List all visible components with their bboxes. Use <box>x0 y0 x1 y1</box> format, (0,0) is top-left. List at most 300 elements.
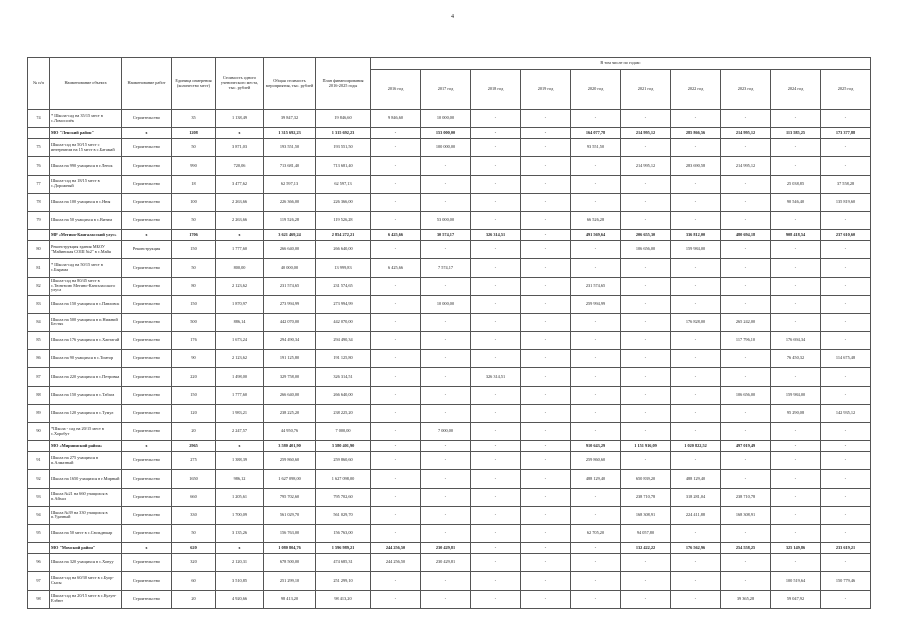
cell-2018: - <box>471 110 521 128</box>
cell-no: 93 <box>28 488 50 506</box>
cell-2021: - <box>621 193 671 211</box>
cell-2020: - <box>571 175 621 193</box>
cell-2019: - <box>521 128 571 139</box>
cell-2023: - <box>721 110 771 128</box>
cell-2025: 173 377,88 <box>821 128 871 139</box>
cell-name: Школа на 275 учащихся в п.Алмазный <box>50 452 122 470</box>
cell-name: Школа №21 на 660 учащихся в п.Айхал <box>50 488 122 506</box>
cell-2025: - <box>821 386 871 404</box>
cell-2019: - <box>521 554 571 572</box>
cell-name: Школа-сад на 20/15 мест в с.Кулун-Елбют <box>50 590 122 608</box>
cell-2022: 283 690,58 <box>671 157 721 175</box>
cell-2019: - <box>521 350 571 368</box>
cell-2020: 491 569,64 <box>571 230 621 241</box>
cell-2022: 285 866,56 <box>671 128 721 139</box>
cell-name: Школа на 500 учащихся в п.Нижний Бестях <box>50 313 122 331</box>
cell-total: 193 551,50 <box>264 139 316 157</box>
cell-total: 191 125,80 <box>264 350 316 368</box>
cell-2018: - <box>471 386 521 404</box>
cell-name: МО "Ленский район" <box>50 128 122 139</box>
cell-cost-per-place: 800,00 <box>216 259 264 277</box>
cell-2025: - <box>821 452 871 470</box>
cell-2024: - <box>771 241 821 259</box>
cell-2023: - <box>721 524 771 542</box>
cell-2022: - <box>671 590 721 608</box>
cell-2021: 94 057,80 <box>621 524 671 542</box>
cell-2019: - <box>521 193 571 211</box>
cell-2016: - <box>371 277 421 295</box>
table-row <box>28 423 871 441</box>
table-row <box>28 488 871 506</box>
cell-cost-per-place: 886,14 <box>216 313 264 331</box>
cell-total: 40 000,00 <box>264 259 316 277</box>
cell-work: Строительство <box>122 110 172 128</box>
table-row <box>28 572 871 590</box>
table-row <box>28 350 871 368</box>
table-row <box>28 452 871 470</box>
cell-unit: 90 <box>172 350 216 368</box>
cell-2017: - <box>421 441 471 452</box>
cell-2016: - <box>371 211 421 229</box>
cell-unit: 35 <box>172 110 216 128</box>
cell-2020: - <box>571 506 621 524</box>
cell-cost-per-place: 2 120,31 <box>216 554 264 572</box>
cell-cost-per-place: 986,12 <box>216 470 264 488</box>
financing-table <box>27 57 871 609</box>
cell-2016: 9 846,60 <box>371 110 421 128</box>
cell-name: Школа-сад на 50/15 мест с интернатом на 15 мест в с.Батамай <box>50 139 122 157</box>
cell-2021: 168 308,91 <box>621 506 671 524</box>
cell-total: 44 950,76 <box>264 423 316 441</box>
cell-work: Строительство <box>122 157 172 175</box>
cell-2017: - <box>421 313 471 331</box>
cell-2017: - <box>421 241 471 259</box>
cell-2019: - <box>521 259 571 277</box>
cell-unit: 20 <box>172 590 216 608</box>
cell-total: 1 080 804,76 <box>264 543 316 554</box>
cell-plan: 98 413,20 <box>316 590 371 608</box>
cell-2018: - <box>471 313 521 331</box>
cell-work: x <box>122 128 172 139</box>
cell-2021: - <box>621 404 671 422</box>
cell-2022: 318 281,04 <box>671 488 721 506</box>
cell-2016: - <box>371 241 421 259</box>
cell-no: 97 <box>28 572 50 590</box>
cell-total: 98 413,20 <box>264 590 316 608</box>
cell-no: 90 <box>28 423 50 441</box>
cell-2019: - <box>521 313 571 331</box>
cell-2020: - <box>571 554 621 572</box>
cell-2019: - <box>521 452 571 470</box>
cell-2016: - <box>371 193 421 211</box>
cell-2021: 106 656,00 <box>621 241 671 259</box>
cell-2017: - <box>421 368 471 386</box>
cell-2020: - <box>571 259 621 277</box>
cell-no: 98 <box>28 590 50 608</box>
cell-cost-per-place: 1 205,61 <box>216 488 264 506</box>
cell-unit: 80 <box>172 277 216 295</box>
table-row <box>28 470 871 488</box>
cell-2019: - <box>521 230 571 241</box>
table-row <box>28 386 871 404</box>
cell-2017: - <box>421 193 471 211</box>
cell-2025: - <box>821 241 871 259</box>
cell-2021: 238 710,78 <box>621 488 671 506</box>
cell-2024: - <box>771 423 821 441</box>
cell-plan: 713 681,40 <box>316 157 371 175</box>
cell-2025: - <box>821 423 871 441</box>
cell-2024: 325 149,86 <box>771 543 821 554</box>
cell-unit: 2965 <box>172 441 216 452</box>
cell-name: Школа на 100 учащихся в с.Нюя <box>50 193 122 211</box>
cell-cost-per-place: 3 510,85 <box>216 572 264 590</box>
cell-cost-per-place: x <box>216 543 264 554</box>
cell-plan: 119 526,28 <box>316 211 371 229</box>
cell-2024: - <box>771 211 821 229</box>
cell-2024: - <box>771 295 821 313</box>
cell-total: 795 702,60 <box>264 488 316 506</box>
cell-2024: - <box>771 313 821 331</box>
cell-2018: - <box>471 175 521 193</box>
cell-total: 266 640,00 <box>264 386 316 404</box>
cell-work: Строительство <box>122 193 172 211</box>
cell-total: 156 763,00 <box>264 524 316 542</box>
cell-work: Строительство <box>122 368 172 386</box>
cell-total: 39 847,32 <box>264 110 316 128</box>
cell-unit: 620 <box>172 543 216 554</box>
cell-work: Строительство <box>122 572 172 590</box>
cell-2024: 90 546,40 <box>771 193 821 211</box>
cell-2022: 224 411,88 <box>671 506 721 524</box>
cell-2017: - <box>421 277 471 295</box>
cell-2019: - <box>521 211 571 229</box>
cell-2025: - <box>821 259 871 277</box>
cell-cost-per-place: 1 777,60 <box>216 386 264 404</box>
cell-2021: 132 422,22 <box>621 543 671 554</box>
cell-cost-per-place: 1 983,21 <box>216 404 264 422</box>
cell-no: 82 <box>28 277 50 295</box>
cell-2016: - <box>371 175 421 193</box>
cell-name: МО "Момский район" <box>50 543 122 554</box>
cell-2020: - <box>571 572 621 590</box>
cell-cost-per-place: 720,06 <box>216 157 264 175</box>
cell-total: 678 500,00 <box>264 554 316 572</box>
cell-cost-per-place: 3 871,03 <box>216 139 264 157</box>
cell-2018: - <box>471 259 521 277</box>
cell-2019: - <box>521 386 571 404</box>
cell-2024: - <box>771 524 821 542</box>
group-row <box>28 128 871 139</box>
cell-2023: 214 995,12 <box>721 157 771 175</box>
cell-2023: - <box>721 452 771 470</box>
cell-2020: 66 526,28 <box>571 211 621 229</box>
cell-name: Школа на 320 учащихся в с.Хонуу <box>50 554 122 572</box>
cell-work: Строительство <box>122 404 172 422</box>
cell-2024: - <box>771 259 821 277</box>
cell-no: 85 <box>28 332 50 350</box>
cell-total: 259 860,60 <box>264 452 316 470</box>
cell-total: 713 681,40 <box>264 157 316 175</box>
cell-2020: - <box>571 386 621 404</box>
cell-2022: - <box>671 211 721 229</box>
header-year: 2025 год <box>821 70 871 110</box>
cell-2016: - <box>371 313 421 331</box>
cell-2023: - <box>721 259 771 277</box>
cell-work: Строительство <box>122 332 172 350</box>
cell-2019: - <box>521 110 571 128</box>
cell-work: Строительство <box>122 211 172 229</box>
table-row <box>28 368 871 386</box>
cell-total: 1 627 098,00 <box>264 470 316 488</box>
cell-2019: - <box>521 295 571 313</box>
cell-plan: 231 574,65 <box>316 277 371 295</box>
cell-2023: - <box>721 572 771 590</box>
cell-plan: 7 000,00 <box>316 423 371 441</box>
header-year: 2023 год <box>721 70 771 110</box>
table-row <box>28 110 871 128</box>
cell-no: 79 <box>28 211 50 229</box>
cell-plan: 1 627 098,00 <box>316 470 371 488</box>
cell-2025: 142 935,12 <box>821 404 871 422</box>
cell-2024: - <box>771 441 821 452</box>
cell-2024: - <box>771 506 821 524</box>
cell-cost-per-place: 3 477,62 <box>216 175 264 193</box>
cell-2018: - <box>471 543 521 554</box>
table-row <box>28 241 871 259</box>
cell-plan: 266 640,00 <box>316 386 371 404</box>
cell-total: 442 070,00 <box>264 313 316 331</box>
cell-2025: - <box>821 277 871 295</box>
cell-2022: - <box>671 332 721 350</box>
cell-no: 77 <box>28 175 50 193</box>
cell-name: Школа №39 на 330 учащихся в п.Удачный <box>50 506 122 524</box>
cell-2016: - <box>371 524 421 542</box>
cell-2021: - <box>621 423 671 441</box>
cell-name: Школа на 150 учащихся в с.Павловск <box>50 295 122 313</box>
cell-total: 1 315 692,23 <box>264 128 316 139</box>
cell-2016: - <box>371 572 421 590</box>
cell-cost-per-place: 1 870,97 <box>216 295 264 313</box>
cell-2025: 233 619,21 <box>821 543 871 554</box>
cell-total: 3 621 469,24 <box>264 230 316 241</box>
cell-2020: - <box>571 157 621 175</box>
cell-2021: 206 655,30 <box>621 230 671 241</box>
cell-total: 561 029,70 <box>264 506 316 524</box>
cell-2016: 244 256,50 <box>371 543 421 554</box>
cell-2024: 25 038,85 <box>771 175 821 193</box>
header-year: 2022 год <box>671 70 721 110</box>
cell-2017: - <box>421 404 471 422</box>
cell-2021: 650 839,20 <box>621 470 671 488</box>
cell-plan: 19 846,60 <box>316 110 371 128</box>
cell-2025: - <box>821 295 871 313</box>
cell-name: *Школа - сад на 20/15 мест в с.Хоробут <box>50 423 122 441</box>
cell-no <box>28 230 50 241</box>
cell-2020: 62 705,20 <box>571 524 621 542</box>
cell-2024: 100 519,64 <box>771 572 821 590</box>
cell-plan: 251 299,10 <box>316 572 371 590</box>
table-row <box>28 524 871 542</box>
table-row <box>28 193 871 211</box>
cell-2016: - <box>371 452 421 470</box>
cell-total: 251 299,10 <box>264 572 316 590</box>
cell-2022: - <box>671 386 721 404</box>
cell-2018: - <box>471 441 521 452</box>
cell-2024: - <box>771 452 821 470</box>
cell-2023: 39 365,28 <box>721 590 771 608</box>
cell-2019: - <box>521 543 571 554</box>
cell-2016: 6 425,66 <box>371 259 421 277</box>
cell-total: 231 574,65 <box>264 277 316 295</box>
cell-2025: 237 610,60 <box>821 230 871 241</box>
cell-2017: 230 429,81 <box>421 554 471 572</box>
cell-2019: - <box>521 404 571 422</box>
table-row <box>28 332 871 350</box>
cell-2019: - <box>521 441 571 452</box>
cell-2017: - <box>421 452 471 470</box>
cell-2021: - <box>621 572 671 590</box>
cell-2022: - <box>671 524 721 542</box>
cell-2016: - <box>371 350 421 368</box>
cell-2018: - <box>471 350 521 368</box>
cell-cost-per-place: x <box>216 230 264 241</box>
cell-2024: 76 450,32 <box>771 350 821 368</box>
table-row <box>28 313 871 331</box>
cell-2016: - <box>371 139 421 157</box>
cell-2025: 114 675,48 <box>821 350 871 368</box>
cell-2025: - <box>821 368 871 386</box>
cell-plan: 193 551,50 <box>316 139 371 157</box>
cell-2020: - <box>571 313 621 331</box>
cell-plan: 3 580 401,90 <box>316 441 371 452</box>
header-year: 2020 год <box>571 70 621 110</box>
cell-work: Строительство <box>122 423 172 441</box>
cell-unit: 150 <box>172 241 216 259</box>
cell-plan: 226 366,00 <box>316 193 371 211</box>
cell-2022: - <box>671 259 721 277</box>
cell-unit: 1706 <box>172 230 216 241</box>
cell-2017: - <box>421 175 471 193</box>
header-plan: План финансирования 2016-2025 годы <box>316 58 371 110</box>
cell-2019: - <box>521 277 571 295</box>
cell-no <box>28 128 50 139</box>
header-year: 2017 год <box>421 70 471 110</box>
cell-2024: 176 694,34 <box>771 332 821 350</box>
cell-unit: 275 <box>172 452 216 470</box>
cell-work: Строительство <box>122 350 172 368</box>
header-unit: Единица измерения (количество мест) <box>172 58 216 110</box>
cell-total: 329 758,00 <box>264 368 316 386</box>
cell-2020: - <box>571 332 621 350</box>
header-name: Наименование объекта <box>50 58 122 110</box>
cell-unit: 1650 <box>172 470 216 488</box>
cell-2020: - <box>571 241 621 259</box>
cell-2017: 10 000,00 <box>421 295 471 313</box>
cell-unit: 50 <box>172 139 216 157</box>
cell-2020: - <box>571 193 621 211</box>
cell-2020: 259 860,60 <box>571 452 621 470</box>
header-total: Общая стоимость мероприятия, тыс. рублей <box>264 58 316 110</box>
cell-name: Школа на 150 учащихся в с.Табага <box>50 386 122 404</box>
cell-2023: - <box>721 277 771 295</box>
cell-no <box>28 441 50 452</box>
cell-2016: - <box>371 157 421 175</box>
cell-2019: - <box>521 506 571 524</box>
cell-no: 89 <box>28 404 50 422</box>
cell-work: Строительство <box>122 506 172 524</box>
cell-cost-per-place: 1 673,24 <box>216 332 264 350</box>
cell-no: 81 <box>28 259 50 277</box>
table-row <box>28 259 871 277</box>
cell-2021: - <box>621 350 671 368</box>
cell-work: Строительство <box>122 590 172 608</box>
cell-2022: 159 984,00 <box>671 241 721 259</box>
cell-no: 94 <box>28 506 50 524</box>
cell-2022: 176 828,00 <box>671 313 721 331</box>
cell-2019: - <box>521 241 571 259</box>
group-row <box>28 441 871 452</box>
cell-unit: 50 <box>172 211 216 229</box>
cell-2020: - <box>571 590 621 608</box>
cell-2019: - <box>521 590 571 608</box>
cell-2023: 254 558,25 <box>721 543 771 554</box>
cell-2016: - <box>371 295 421 313</box>
cell-no: 74 <box>28 110 50 128</box>
cell-2017: 10 000,00 <box>421 110 471 128</box>
cell-2025: - <box>821 110 871 128</box>
cell-work: Строительство <box>122 488 172 506</box>
cell-name: Школа-сад на 18/15 мест в с.Дорожный <box>50 175 122 193</box>
cell-2020: - <box>571 423 621 441</box>
cell-unit: 120 <box>172 404 216 422</box>
table-row <box>28 139 871 157</box>
cell-unit: 150 <box>172 386 216 404</box>
cell-2022: 1 020 822,52 <box>671 441 721 452</box>
header-no: № п/п <box>28 58 50 110</box>
cell-2022: - <box>671 175 721 193</box>
cell-work: Реконструкция <box>122 241 172 259</box>
cell-unit: 660 <box>172 488 216 506</box>
cell-name: Школа на 90 учащихся в с.Томтор <box>50 350 122 368</box>
cell-plan: 1 315 692,23 <box>316 128 371 139</box>
cell-2020: - <box>571 350 621 368</box>
cell-2024: - <box>771 139 821 157</box>
cell-2025: - <box>821 524 871 542</box>
cell-2023: 480 694,18 <box>721 230 771 241</box>
cell-2019: - <box>521 423 571 441</box>
cell-name: Школа на 1650 учащихся в г.Мирный <box>50 470 122 488</box>
table-row <box>28 554 871 572</box>
cell-unit: 500 <box>172 313 216 331</box>
cell-2021: - <box>621 259 671 277</box>
cell-2020: - <box>571 110 621 128</box>
cell-2019: - <box>521 488 571 506</box>
cell-2023: - <box>721 368 771 386</box>
cell-2024: - <box>771 157 821 175</box>
cell-2018: - <box>471 554 521 572</box>
cell-name: Школа на 176 учащихся в с.Хаптагай <box>50 332 122 350</box>
cell-2022: - <box>671 295 721 313</box>
cell-cost-per-place: 4 920,66 <box>216 590 264 608</box>
cell-2022: - <box>671 423 721 441</box>
cell-unit: 176 <box>172 332 216 350</box>
header-work: Наименование работ <box>122 58 172 110</box>
cell-unit: 1208 <box>172 128 216 139</box>
cell-2021: - <box>621 554 671 572</box>
header-year: 2019 год <box>521 70 571 110</box>
cell-work: x <box>122 543 172 554</box>
cell-no: 96 <box>28 554 50 572</box>
